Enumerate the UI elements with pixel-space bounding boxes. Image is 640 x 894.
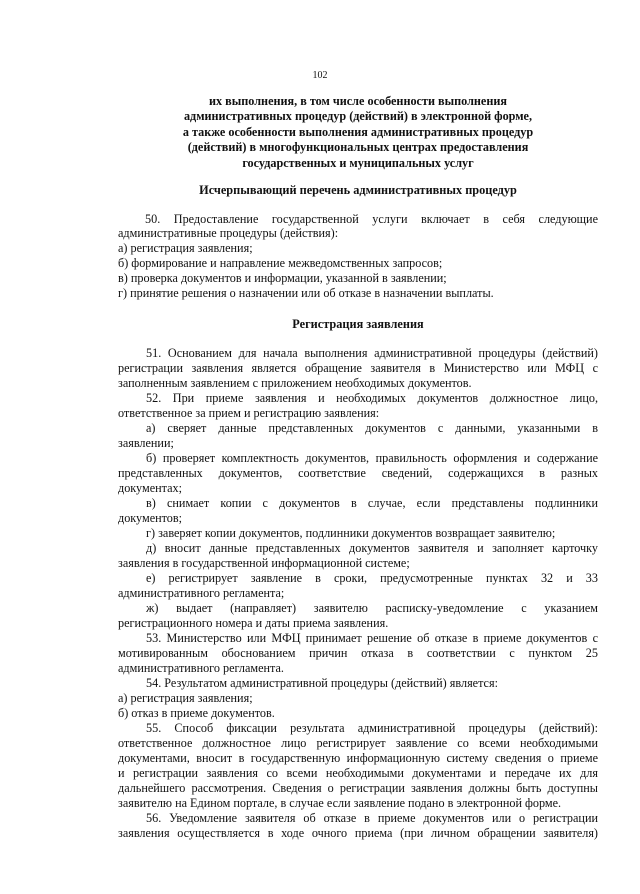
paragraph-line: документами, вносит в государственную информационную систему сведения о приеме [118,751,598,765]
paragraph-line: административного регламента. [118,661,284,675]
paragraph-line: а) сверяет данные представленных документов с данными, указанными в [146,421,598,435]
page-number: 102 [312,70,328,81]
paragraph-line: заявителю на Едином портале, в случае если заявление подано в электронной форме. [118,796,562,810]
paragraph-line: ответственное должностное лицо регистрирует заявление со всеми необходимыми [118,736,598,750]
paragraph-line: дальнейшего рассмотрения. Сведения о регистрации заявления должны быть доступны [118,781,598,795]
paragraph-line: б) отказ в приеме документов. [118,706,275,720]
paragraph-line: г) принятие решения о назначении или об отказе в назначении выплаты. [118,286,494,300]
chapter-heading [120,94,596,171]
heading-line: административных процедур (действий) в электронной форме, [183,109,533,124]
paragraph-line: представленных документов, соответствие сведений, содержащихся в разных [118,466,598,480]
paragraph-line: 50. Предоставление государственной услуги включает в себя следующие [145,212,598,226]
paragraph-line: административные процедуры (действия): [118,226,339,240]
paragraph-line: в) снимает копии с документов в случае, если представлены подлинники [146,496,598,510]
paragraph-line: заявления осуществляется в ходе очного приема (при личном обращении заявителя) [118,826,598,840]
paragraph-line: б) проверяет комплектность документов, правильность оформления и содержание [146,451,598,465]
paragraph-line: ж) выдает (направляет) заявителю расписку-уведомление с указанием [146,601,598,615]
heading-line: (действий) в многофункциональных центрах предоставления [187,140,529,155]
paragraph-line: заявления в государственной информационной системе; [118,556,410,570]
paragraph-line: а) регистрация заявления; [118,691,253,705]
paragraph-line: административного регламента; [118,586,285,600]
paragraph-line: заявлении; [118,436,174,450]
section-title-procedures: Исчерпывающий перечень административных процедур [199,183,517,197]
paragraph-line: г) заверяет копии документов, подлинники документов возвращает заявителю; [146,526,556,540]
paragraph-line: е) регистрирует заявление в сроки, предусмотренные пунктах 32 и 33 [146,571,598,585]
paragraph-line: ответственное за прием и регистрацию заявления: [118,406,380,420]
paragraph-line: документах; [118,481,182,495]
paragraph-line: а) регистрация заявления; [118,241,253,255]
paragraph-line: документов; [118,511,183,525]
paragraph-line: заполненным заявлением с приложением необходимых документов. [118,376,472,390]
paragraph-line: д) вносит данные представленных документов заявителя и заполняет карточку [146,541,598,555]
paragraph-line: 55. Способ фиксации результата административной процедуры (действий): [146,721,598,735]
paragraph-line: 51. Основанием для начала выполнения административной процедуры (действий) [146,346,598,360]
paragraph-line: регистрации заявления является обращение заявителя в Министерство или МФЦ с [118,361,598,375]
heading-line: государственных и муниципальных услуг [242,155,474,170]
paragraph-line: 52. При приеме заявления и необходимых документов должностное лицо, [146,391,598,405]
paragraph-line: в) проверка документов и информации, указанной в заявлении; [118,271,447,285]
heading-line: а также особенности выполнения административных процедур [182,124,534,139]
paragraph-line: 54. Результатом административной процедуры (действий) является: [146,676,498,690]
paragraph-line: регистрационного номера и даты приема заявления. [118,616,389,630]
heading-line: их выполнения, в том числе особенности выполнения [209,94,507,108]
section-title-registration: Регистрация заявления [292,317,424,331]
paragraph-line: мотивированным обоснованием причин отказа в соответствии с пунктом 25 [118,646,598,660]
paragraph-line: 53. Министерство или МФЦ принимает решение об отказе в приеме документов с [146,631,598,645]
paragraph-line: б) формирование и направление межведомственных запросов; [118,256,443,270]
paragraph-line: и регистрации заявления со всеми необходимыми документами и передаче их для [118,766,598,780]
paragraph-line: 56. Уведомление заявителя об отказе в приеме документов или о регистрации [146,811,598,825]
